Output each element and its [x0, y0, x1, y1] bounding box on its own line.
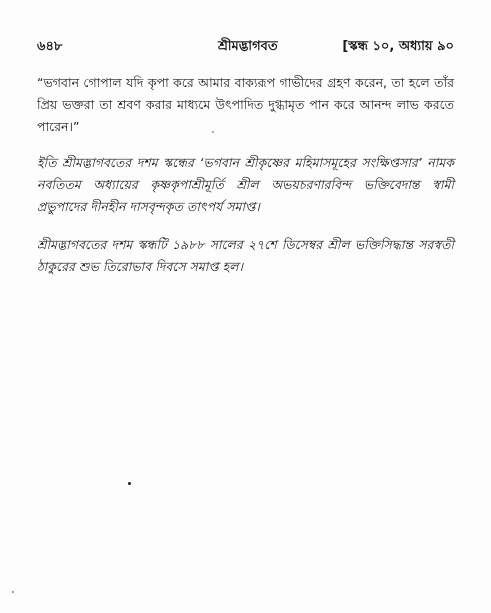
canto-completion-note: শ্রীমদ্ভাগবতের দশম স্কন্ধটি ১৯৮৮ সালের ২৭শে ডিসেম্বর শ্রীল ভক্তিসিদ্ধান্ত সরস্বতী ঠাকুরের শুভ তিরোভাব দিবসে সমাপ্ত হল। [37, 237, 454, 274]
running-title: শ্রীমদ্ভাগবত [218, 39, 278, 54]
quote-paragraph: “ভগবান গোপাল যদি কৃপা করে আমার বাক্যরূপ গাভীদের গ্রহণ করেন, তা হলে তাঁর প্রিয় ভক্তরা তা শ্রবণ করার মাধ্যমে উৎপাদিত দুগ্ধামৃত পান করে আনন্দ লাভ করতে পারেন।” [37, 75, 454, 134]
page-number: ৬৪৮ [37, 39, 63, 54]
section-reference: [স্কন্ধ ১০, অধ্যায় ৯০ [342, 39, 454, 54]
page-header [37, 37, 454, 57]
scan-speck [212, 131, 214, 133]
chapter-colophon: ইতি শ্রীমদ্ভাগবতের দশম স্কন্ধের ‘ভগবান শ্রীকৃষ্ণের মহিমাসমূহের সংক্ষিপ্তসার’ নামক নবতিতম অধ্যায়ের কৃষ্ণকৃপাশ্রীমূর্তি শ্রীল অভয়চরণারবিন্দ ভক্তিবেদান্ত স্বামী প্রভুপাদের দীনহীন দাসবৃন্দকৃত তাৎপর্য সমাপ্ত। [37, 155, 454, 214]
scan-speck [128, 482, 131, 485]
scan-speck [12, 591, 14, 593]
